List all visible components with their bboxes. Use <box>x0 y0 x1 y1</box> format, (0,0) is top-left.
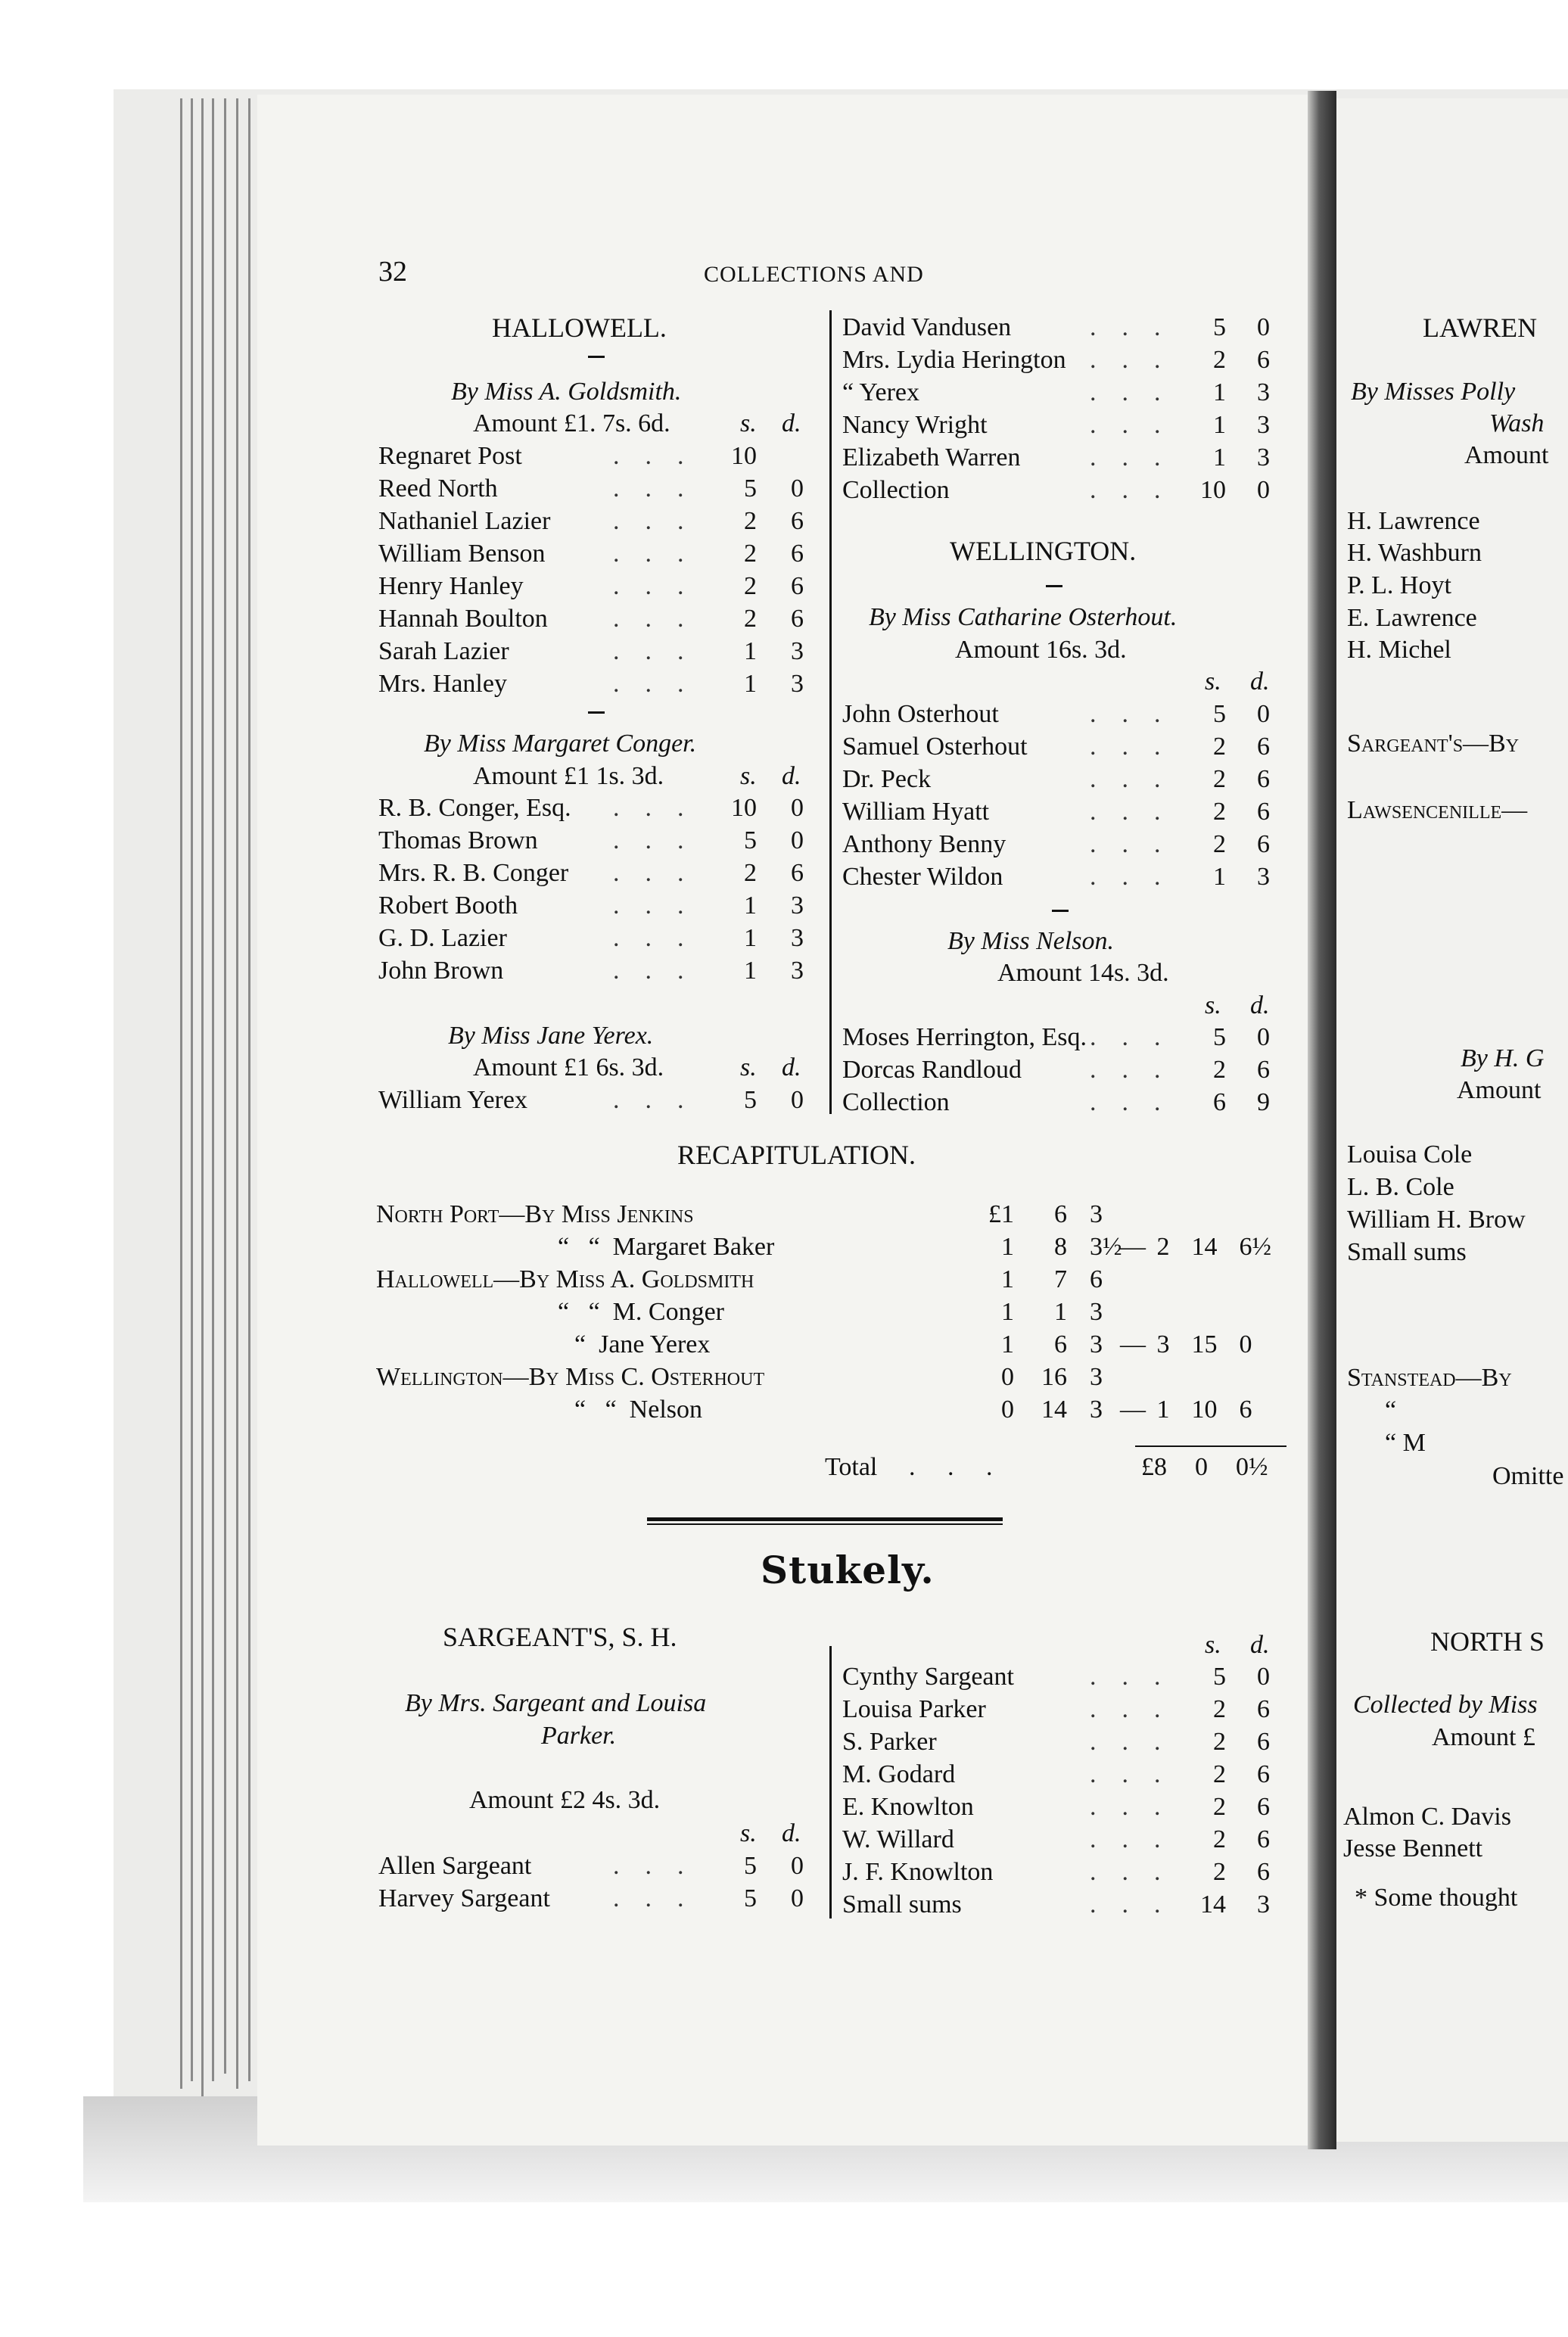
entry-name: Nathaniel Lazier <box>378 507 551 535</box>
leader-dots: . . . <box>613 859 684 887</box>
double-rule <box>647 1517 1003 1521</box>
entry-shillings: 1 <box>744 670 757 698</box>
entry-shillings: 1 <box>1213 378 1226 406</box>
entry-shillings: 1 <box>1213 443 1226 471</box>
recap-label: North Port—By Miss Jenkins <box>376 1200 694 1228</box>
shillings-header: s. <box>1205 667 1221 695</box>
collector-heading: By Mrs. Sargeant and Louisa <box>405 1689 707 1717</box>
facing-page-line: Almon C. Davis <box>1343 1803 1511 1831</box>
page-edge-line <box>212 98 214 2081</box>
facing-page-line: Amount <box>1464 441 1549 469</box>
entry-shillings: 5 <box>1213 1663 1226 1691</box>
facing-page-line: Amount <box>1457 1076 1542 1104</box>
column-divider <box>829 1646 832 1918</box>
leader-dots: . . . <box>1090 798 1161 826</box>
recap-shillings: 7 <box>1054 1265 1067 1293</box>
facing-page-line: Louisa Cole <box>1347 1140 1473 1168</box>
leader-dots: . . . <box>613 442 684 470</box>
recap-label: “ “ Nelson <box>574 1396 703 1424</box>
facing-page-line: Omitte <box>1492 1462 1564 1490</box>
leader-dots: . . . <box>1090 1825 1161 1853</box>
entry-name: S. Parker <box>842 1728 937 1756</box>
entry-name: Mrs. Lydia Herington <box>842 346 1066 374</box>
facing-page-line: H. Washburn <box>1347 539 1482 567</box>
recap-pence: 3 <box>1090 1396 1103 1424</box>
leader-dots: . . . <box>1090 411 1161 439</box>
recap-pence: 6 <box>1090 1265 1103 1293</box>
leader-dots: . . . <box>1090 1760 1161 1788</box>
total-label: Total <box>825 1453 878 1481</box>
leader-dots: . . . <box>1090 1088 1161 1116</box>
entry-name: Elizabeth Warren <box>842 443 1021 471</box>
entry-shillings: 2 <box>1213 1793 1226 1821</box>
entry-pence: 6 <box>1257 733 1270 761</box>
facing-page-line: By Misses Polly <box>1351 378 1516 406</box>
entry-pence: 0 <box>791 1852 804 1880</box>
collector-heading: By Miss Margaret Conger. <box>424 730 697 758</box>
entry-shillings: 2 <box>1213 1825 1226 1853</box>
entry-pence: 6 <box>1257 1825 1270 1853</box>
entry-shillings: 2 <box>1213 765 1226 793</box>
entry-shillings: 1 <box>744 892 757 920</box>
entry-pence: 6 <box>1257 1793 1270 1821</box>
entry-name: William Benson <box>378 540 546 568</box>
entry-shillings: 2 <box>1213 798 1226 826</box>
entry-pence: 3 <box>791 670 804 698</box>
entry-name: Moses Herrington, Esq. <box>842 1023 1087 1051</box>
entry-shillings: 2 <box>744 859 757 887</box>
shillings-header: s. <box>740 1819 757 1847</box>
leader-dots: . . . <box>613 540 684 568</box>
short-rule <box>1052 910 1069 912</box>
entry-name: Samuel Osterhout <box>842 733 1028 761</box>
leader-dots: . . . <box>613 572 684 600</box>
collector-heading: By Miss Nelson. <box>947 927 1115 955</box>
entry-shillings: 5 <box>744 475 757 503</box>
leader-dots: . . . <box>613 924 684 952</box>
leader-dots: . . . <box>613 1086 684 1114</box>
entry-name: Hannah Boulton <box>378 605 548 633</box>
leader-dots: . . . <box>1090 1023 1161 1051</box>
entry-name: E. Knowlton <box>842 1793 974 1821</box>
facing-page-text <box>1336 98 1568 2142</box>
facing-page-line: Collected by Miss <box>1353 1691 1538 1719</box>
recap-pounds: 1 <box>1001 1233 1014 1261</box>
entry-name: “ Yerex <box>842 378 919 406</box>
short-rule <box>588 356 605 358</box>
entry-pence: 6 <box>1257 798 1270 826</box>
short-rule <box>588 711 605 714</box>
entry-pence: 6 <box>791 572 804 600</box>
recap-pence: 3 <box>1090 1330 1103 1358</box>
entry-pence: 3 <box>791 924 804 952</box>
entry-shillings: 2 <box>1213 1728 1226 1756</box>
entry-name: Louisa Parker <box>842 1695 986 1723</box>
recap-pounds: 1 <box>1001 1265 1014 1293</box>
entry-name: Mrs. R. B. Conger <box>378 859 569 887</box>
recap-pounds: 1 <box>1001 1330 1014 1358</box>
book-gutter <box>1308 91 1336 2149</box>
leader-dots: . . . <box>613 957 684 985</box>
page-edge-line <box>236 98 238 2089</box>
recap-pounds: 1 <box>1001 1298 1014 1326</box>
entry-shillings: 1 <box>744 957 757 985</box>
pence-header: d. <box>782 1819 801 1847</box>
recap-pounds: £1 <box>988 1200 1014 1228</box>
entry-shillings: 5 <box>744 826 757 854</box>
section-title-wellington: WELLINGTON. <box>950 536 1137 566</box>
entry-pence: 6 <box>791 605 804 633</box>
entry-pence: 3 <box>1257 378 1270 406</box>
entry-name: Cynthy Sargeant <box>842 1663 1014 1691</box>
leader-dots: . . . <box>613 1852 684 1880</box>
collector-amount: Amount £1. 7s. 6d. <box>473 409 670 437</box>
entry-shillings: 2 <box>1213 733 1226 761</box>
recap-label: “ “ M. Conger <box>558 1298 725 1326</box>
collector-heading: By Miss A. Goldsmith. <box>451 378 682 406</box>
entry-name: R. B. Conger, Esq. <box>378 794 571 822</box>
recap-subtotal: — 3 15 0 <box>1120 1330 1252 1358</box>
leader-dots: . . . <box>1090 700 1161 728</box>
entry-name: Thomas Brown <box>378 826 538 854</box>
leader-dots: . . . <box>1090 476 1161 504</box>
entry-shillings: 2 <box>1213 346 1226 374</box>
entry-shillings: 1 <box>1213 411 1226 439</box>
entry-shillings: 2 <box>744 605 757 633</box>
entry-shillings: 10 <box>731 442 757 470</box>
recap-shillings: 8 <box>1054 1233 1067 1261</box>
recap-pence: 3½ <box>1090 1233 1122 1261</box>
entry-shillings: 2 <box>744 540 757 568</box>
shillings-header: s. <box>1205 1631 1221 1659</box>
entry-pence: 6 <box>1257 1858 1270 1886</box>
pence-header: d. <box>1250 991 1270 1019</box>
collector-heading: By Miss Jane Yerex. <box>448 1022 654 1050</box>
facing-page-line: “ M <box>1385 1429 1426 1457</box>
leader-dots: . . . <box>613 670 684 698</box>
facing-page-line: Amount £ <box>1432 1723 1535 1751</box>
entry-name: Chester Wildon <box>842 863 1003 891</box>
pence-header: d. <box>782 409 801 437</box>
entry-pence: 0 <box>791 1086 804 1114</box>
facing-page-line: H. Lawrence <box>1347 507 1480 535</box>
entry-pence: 0 <box>791 794 804 822</box>
facing-page-line: William H. Brow <box>1347 1206 1526 1234</box>
entry-name: M. Godard <box>842 1760 956 1788</box>
entry-name: Allen Sargeant <box>378 1852 532 1880</box>
collector-amount: Amount £1 1s. 3d. <box>473 762 664 790</box>
facing-page-line: NORTH S <box>1430 1626 1545 1657</box>
entry-pence: 6 <box>1257 1728 1270 1756</box>
entry-shillings: 1 <box>744 924 757 952</box>
entry-name: John Brown <box>378 957 504 985</box>
entry-shillings: 10 <box>1200 476 1226 504</box>
entry-name: Regnaret Post <box>378 442 522 470</box>
leader-dots: . . . <box>613 507 684 535</box>
section-title-hallowell: HALLOWELL. <box>492 313 667 343</box>
entry-shillings: 5 <box>744 1852 757 1880</box>
leader-dots: . . . <box>1090 1793 1161 1821</box>
entry-pence: 3 <box>791 892 804 920</box>
page-edge-line <box>248 98 250 2081</box>
entry-shillings: 2 <box>1213 830 1226 858</box>
short-rule <box>1046 585 1062 587</box>
entry-shillings: 5 <box>744 1884 757 1912</box>
leader-dots: . . . <box>1090 765 1161 793</box>
recap-label: Hallowell—By Miss A. Goldsmith <box>376 1265 754 1293</box>
entry-shillings: 5 <box>1213 313 1226 341</box>
leader-dots: . . . <box>613 1884 684 1912</box>
recap-title: RECAPITULATION. <box>677 1140 916 1170</box>
entry-name: David Vandusen <box>842 313 1012 341</box>
facing-page-line: * Some thought <box>1355 1884 1518 1912</box>
entry-pence: 0 <box>1257 1023 1270 1051</box>
leader-dots: . . . <box>613 892 684 920</box>
entry-pence: 6 <box>1257 1695 1270 1723</box>
entry-shillings: 2 <box>1213 1695 1226 1723</box>
running-title: COLLECTIONS AND <box>704 262 924 287</box>
recap-label: “ Jane Yerex <box>574 1330 711 1358</box>
entry-pence: 0 <box>1257 1663 1270 1691</box>
entry-pence: 3 <box>1257 411 1270 439</box>
entry-shillings: 2 <box>744 572 757 600</box>
leader-dots: . . . <box>1090 378 1161 406</box>
facing-page-line: Stanstead—By <box>1347 1364 1512 1392</box>
leader-dots: . . . <box>613 826 684 854</box>
entry-name: William Hyatt <box>842 798 990 826</box>
facing-page-line: P. L. Hoyt <box>1347 571 1451 599</box>
entry-shillings: 5 <box>744 1086 757 1114</box>
entry-pence: 0 <box>791 475 804 503</box>
collector-amount: Amount £2 4s. 3d. <box>469 1786 661 1814</box>
entry-pence: 6 <box>1257 1760 1270 1788</box>
facing-page-line: L. B. Cole <box>1347 1173 1454 1201</box>
recap-shillings: 14 <box>1041 1396 1067 1424</box>
double-rule <box>647 1523 1003 1525</box>
entry-shillings: 14 <box>1200 1890 1226 1918</box>
page-edge-line <box>201 98 204 2096</box>
entry-shillings: 10 <box>731 794 757 822</box>
entry-shillings: 5 <box>1213 1023 1226 1051</box>
entry-name: Dorcas Randloud <box>842 1056 1022 1084</box>
entry-shillings: 2 <box>744 507 757 535</box>
leader-dots: . . . <box>1090 1728 1161 1756</box>
recap-pence: 3 <box>1090 1298 1103 1326</box>
facing-page-line: H. Michel <box>1347 636 1451 664</box>
recap-subtotal: — 2 14 6½ <box>1120 1233 1271 1261</box>
leader-dots: . . . <box>613 637 684 665</box>
entry-pence: 6 <box>1257 346 1270 374</box>
entry-name: Collection <box>842 476 950 504</box>
entry-shillings: 1 <box>1213 863 1226 891</box>
entry-pence: 6 <box>1257 1056 1270 1084</box>
entry-shillings: 2 <box>1213 1056 1226 1084</box>
pence-header: d. <box>1250 1631 1270 1659</box>
entry-shillings: 1 <box>744 637 757 665</box>
entry-name: Harvey Sargeant <box>378 1884 550 1912</box>
page-edge-line <box>224 98 226 2074</box>
entry-pence: 0 <box>791 1884 804 1912</box>
entry-name: Mrs. Hanley <box>378 670 507 698</box>
entry-pence: 9 <box>1257 1088 1270 1116</box>
entry-name: Anthony Benny <box>842 830 1006 858</box>
leader-dots: . . . <box>1090 863 1161 891</box>
entry-name: Dr. Peck <box>842 765 932 793</box>
entry-name: Henry Hanley <box>378 572 524 600</box>
entry-name: Small sums <box>842 1890 962 1918</box>
recap-shillings: 16 <box>1041 1363 1067 1391</box>
entry-pence: 0 <box>1257 700 1270 728</box>
pence-header: d. <box>782 762 801 790</box>
facing-page-line: Lawsencenille— <box>1347 796 1528 824</box>
entry-pence: 6 <box>791 507 804 535</box>
leader-dots: . . . <box>1090 443 1161 471</box>
collector-amount: Amount 14s. 3d. <box>997 959 1169 987</box>
entry-pence: 6 <box>1257 830 1270 858</box>
entry-name: Reed North <box>378 475 498 503</box>
entry-pence: 3 <box>1257 863 1270 891</box>
facing-page-line: Jesse Bennett <box>1343 1834 1483 1862</box>
leader-dots: . . . <box>613 475 684 503</box>
entry-pence: 3 <box>791 637 804 665</box>
entry-shillings: 2 <box>1213 1858 1226 1886</box>
recap-subtotal: — 1 10 6 <box>1120 1396 1252 1424</box>
total-rule <box>1135 1445 1286 1447</box>
leader-dots: . . . <box>1090 1663 1161 1691</box>
pence-header: d. <box>782 1053 801 1081</box>
column-divider <box>829 310 832 1114</box>
entry-name: Nancy Wright <box>842 411 988 439</box>
entry-name: Collection <box>842 1088 950 1116</box>
entry-shillings: 5 <box>1213 700 1226 728</box>
leader-dots: . . . <box>1090 1056 1161 1084</box>
leader-dots: . . . <box>1090 733 1161 761</box>
collector-amount: Amount 16s. 3d. <box>955 636 1127 664</box>
entry-name: Sarah Lazier <box>378 637 509 665</box>
entry-shillings: 2 <box>1213 1760 1226 1788</box>
facing-page-line: LAWREN <box>1423 313 1538 343</box>
entry-pence: 6 <box>791 540 804 568</box>
entry-name: J. F. Knowlton <box>842 1858 994 1886</box>
entry-pence: 6 <box>1257 765 1270 793</box>
entry-name: W. Willard <box>842 1825 954 1853</box>
entry-pence: 0 <box>1257 313 1270 341</box>
collector-heading: By Miss Catharine Osterhout. <box>869 603 1178 631</box>
entry-pence: 6 <box>791 859 804 887</box>
entry-pence: 3 <box>1257 1890 1270 1918</box>
facing-page-line: E. Lawrence <box>1347 604 1477 632</box>
total-dots: . . . . <box>870 1453 993 1481</box>
leader-dots: . . . <box>1090 313 1161 341</box>
recap-pounds: 0 <box>1001 1363 1014 1391</box>
recap-shillings: 1 <box>1054 1298 1067 1326</box>
entry-pence: 3 <box>1257 443 1270 471</box>
facing-page-line: Small sums <box>1347 1238 1467 1266</box>
entry-pence: 3 <box>791 957 804 985</box>
leader-dots: . . . <box>1090 830 1161 858</box>
entry-name: William Yerex <box>378 1086 527 1114</box>
stukely-title: Stukely. <box>761 1548 935 1592</box>
recap-pence: 3 <box>1090 1363 1103 1391</box>
entry-pence: 0 <box>791 826 804 854</box>
entry-shillings: 6 <box>1213 1088 1226 1116</box>
facing-page-line: “ <box>1385 1396 1397 1424</box>
recap-shillings: 6 <box>1054 1330 1067 1358</box>
recap-shillings: 6 <box>1054 1200 1067 1228</box>
shillings-header: s. <box>740 1053 757 1081</box>
entry-name: John Osterhout <box>842 700 999 728</box>
pence-header: d. <box>1250 667 1270 695</box>
recap-pounds: 0 <box>1001 1396 1014 1424</box>
facing-page-line: By H. G <box>1461 1044 1545 1072</box>
recap-label: “ “ Margaret Baker <box>558 1233 775 1261</box>
collector-heading-cont: Parker. <box>541 1722 617 1750</box>
leader-dots: . . . <box>613 605 684 633</box>
leader-dots: . . . <box>1090 1858 1161 1886</box>
page-edge-line <box>191 98 193 2081</box>
shillings-header: s. <box>740 409 757 437</box>
section-title-sargeants: SARGEANT'S, S. H. <box>443 1622 677 1652</box>
entry-pence: 0 <box>1257 476 1270 504</box>
shillings-header: s. <box>1205 991 1221 1019</box>
total-value: £8 0 0½ <box>1141 1453 1268 1481</box>
entry-name: Robert Booth <box>378 892 518 920</box>
recap-pence: 3 <box>1090 1200 1103 1228</box>
facing-page-line: Wash <box>1489 409 1545 437</box>
page-number: 32 <box>378 256 407 288</box>
page-edge-line <box>180 98 182 2089</box>
leader-dots: . . . <box>1090 1890 1161 1918</box>
leader-dots: . . . <box>1090 346 1161 374</box>
recap-label: Wellington—By Miss C. Osterhout <box>376 1363 765 1391</box>
leader-dots: . . . <box>1090 1695 1161 1723</box>
facing-page-line: Sargeant's—By <box>1347 730 1520 758</box>
entry-name: G. D. Lazier <box>378 924 507 952</box>
leader-dots: . . . <box>613 794 684 822</box>
shillings-header: s. <box>740 762 757 790</box>
collector-amount: Amount £1 6s. 3d. <box>473 1053 664 1081</box>
